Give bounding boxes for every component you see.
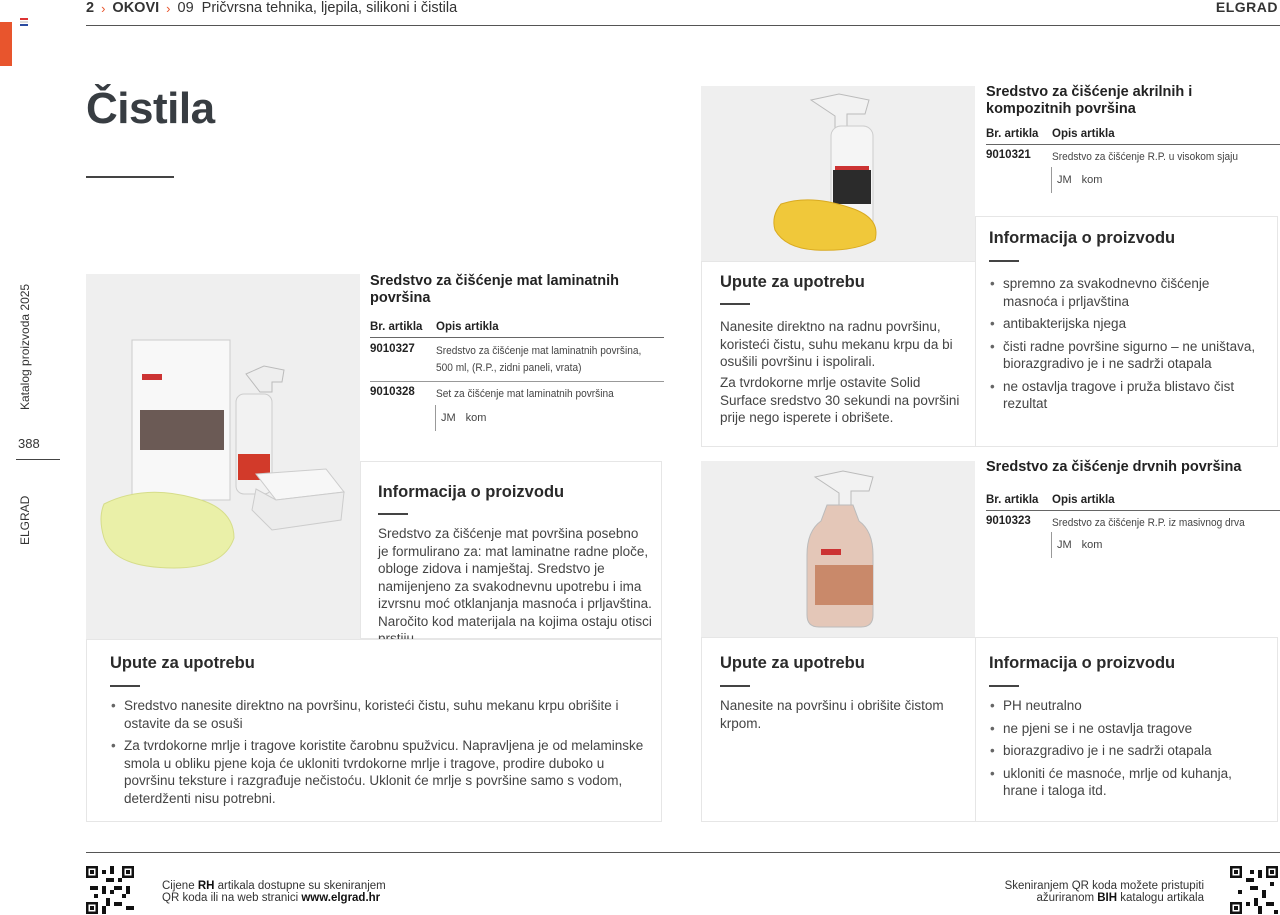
section-rule [720, 685, 750, 687]
chevron-right-icon: › [166, 0, 171, 16]
title-underline [86, 176, 174, 178]
product-image-laminate [86, 274, 360, 639]
table-row [986, 149, 1280, 166]
table-row [370, 343, 664, 376]
footer-text-right: Skeniranjem QR koda možete pristupiti ažuriranom BIH katalogu artikala [1004, 880, 1204, 905]
product-header-laminate [370, 273, 664, 431]
col-header-desc: Opis artikla [1052, 128, 1115, 141]
info-title: Informacija o proizvodu [378, 483, 565, 501]
list-item: • ne ostavlja tragove i pruža blistavo čist rezultat [989, 378, 1264, 413]
info-box-wood [975, 637, 1278, 822]
article-code: 9010327 [370, 343, 415, 356]
breadcrumb-page[interactable]: 2 [86, 0, 95, 16]
unit-label: JM [441, 411, 456, 424]
usage-box-laminate [86, 639, 662, 822]
product-title-laminate: Sredstvo za čišćenje mat laminatnih površina [370, 273, 620, 306]
section-rule [110, 685, 140, 687]
usage-title: Upute za upotrebu [720, 654, 865, 672]
usage-box-wood [701, 637, 977, 822]
table-rule [370, 381, 664, 382]
list-item: • Za tvrdokorne mrlje i tragove koristite čarobnu spužvicu. Napravljena je od melaminske smola u obliku pjene koja će ukloniti tvrdokorne mrlje i tragove, prodire duboko u površinu teksture i razgrađuje nečistoću. Uklonit će mrlje s površine samo s vodom, deterdženti nisu potrebni. [110, 737, 645, 807]
section-rule [378, 513, 408, 515]
usage-title: Upute za upotrebu [110, 654, 255, 672]
unit-cell [1051, 167, 1111, 193]
chevron-right-icon: › [101, 0, 106, 16]
info-list [989, 275, 1264, 418]
col-header-code: Br. artikla [986, 493, 1039, 506]
section-rule [720, 303, 750, 305]
info-box-laminate [360, 461, 662, 639]
header-divider [86, 25, 1280, 26]
unit-value: kom [1081, 539, 1103, 552]
col-header-desc: Opis artikla [436, 321, 499, 334]
product-title-acrylic: Sredstvo za čišćenje akrilnih i kompozitnih površina [986, 84, 1193, 117]
table-row [370, 386, 664, 403]
side-tab-marker [0, 22, 12, 66]
table-header [986, 494, 1280, 506]
rail-brand: ELGRAD [18, 495, 32, 545]
qr-code-icon[interactable] [86, 866, 134, 914]
info-list [989, 697, 1249, 805]
list-item: • ne pjeni se i ne ostavlja tragove [989, 720, 1249, 738]
breadcrumb [86, 0, 457, 16]
info-box-acrylic [975, 216, 1278, 447]
product-header-wood [986, 459, 1280, 558]
unit-value: kom [1081, 173, 1103, 186]
table-header [986, 128, 1280, 140]
article-desc: Sredstvo za čišćenje R.P. iz masivnog drva [1052, 516, 1245, 529]
unit-cell [1051, 532, 1111, 558]
unit-cell [435, 405, 495, 431]
table-row [986, 515, 1280, 532]
flag-icon [20, 18, 28, 28]
article-desc: Sredstvo za čišćenje R.P. u visokom sjaju [1052, 151, 1238, 164]
catalog-year-label: Katalog proizvoda 2025 [18, 283, 32, 410]
list-item: • spremno za svakodnevno čišćenje masnoća i prljavština [989, 275, 1264, 310]
list-item: • Sredstvo nanesite direktno na površinu, koristeći čistu, suhu mekanu krpu obrišite i ostavite da se osuši [110, 697, 645, 732]
list-item: • PH neutralno [989, 697, 1249, 715]
usage-list [110, 697, 645, 812]
list-item: • antibakterijska njega [989, 315, 1264, 333]
article-code: 9010323 [986, 514, 1031, 527]
usage-text: Za tvrdokorne mrlje ostavite Solid Surface sredstvo 30 sekundi na površini prije nego isperete i obrišete. [720, 375, 960, 426]
list-item: • ukloniti će masnoće, mrlje od kuhanja, hrane i taloga itd. [989, 765, 1249, 800]
unit-label: JM [1057, 539, 1072, 552]
page-number: 388 [18, 436, 40, 451]
product-image-acrylic [701, 86, 975, 261]
article-code: 9010321 [986, 149, 1031, 162]
product-header-acrylic [986, 84, 1280, 193]
brand-logo-text: ELGRAD [1215, 0, 1278, 15]
table-rule [370, 337, 664, 338]
col-header-desc: Opis artikla [1052, 493, 1115, 506]
product-image-wood [701, 461, 975, 637]
article-code: 9010328 [370, 386, 415, 399]
footer-text-left: Cijene RH artikala dostupne su skeniranjem QR koda ili na web stranici www.elgrad.hr [162, 880, 386, 905]
usage-title: Upute za upotrebu [720, 273, 865, 291]
breadcrumb-section[interactable]: OKOVI [112, 0, 160, 16]
list-item: • biorazgradivo je i ne sadrži otapala [989, 742, 1249, 760]
rail-divider [16, 459, 60, 460]
page-title: Čistila [86, 84, 215, 133]
table-header [370, 321, 664, 333]
info-title: Informacija o proizvodu [989, 229, 1176, 247]
table-rule [986, 144, 1280, 145]
article-desc: Set za čišćenje mat laminatnih površina [436, 388, 614, 401]
usage-box-acrylic [701, 261, 977, 447]
website-link[interactable]: www.elgrad.hr [301, 892, 381, 905]
info-text: Sredstvo za čišćenje mat površina posebno je formulirano za: mat laminatne radne ploče, obloge zidova i namještaj. Sredstvo je namijenjeno za svakodnevnu upotrebu i ima izvrsnu moć otklanjanja masnoća i prljavština. Naročito kod materijala na kojima ostaju otisci [378, 526, 652, 629]
article-desc: Sredstvo za čišćenje mat laminatnih površina, 500 ml, (R.P., zidni paneli, vrata) [436, 345, 642, 374]
product-title-wood: Sredstvo za čišćenje drvnih površina [986, 459, 1242, 475]
list-item: • čisti radne površine sigurno – ne uništava, biorazgradivo je i ne sadrži otapala [989, 338, 1264, 373]
section-rule [989, 685, 1019, 687]
col-header-code: Br. artikla [986, 128, 1039, 141]
col-header-code: Br. artikla [370, 321, 423, 334]
usage-text: Nanesite na površinu i obrišite čistom krpom. [720, 698, 944, 731]
section-rule [989, 260, 1019, 262]
unit-label: JM [1057, 173, 1072, 186]
table-rule [986, 510, 1280, 511]
unit-value: kom [465, 411, 487, 424]
breadcrumb-subsection[interactable]: 09 Pričvrsna tehnika, ljepila, silikoni i čistila [177, 0, 458, 16]
footer-divider [86, 852, 1280, 853]
info-title: Informacija o proizvodu [989, 654, 1176, 672]
usage-text: Nanesite direktno na radnu površinu, koristeći čistu, suhu mekanu krpu da bi osušili površinu i ispolirali. [720, 319, 953, 370]
qr-code-icon[interactable] [1230, 866, 1278, 914]
